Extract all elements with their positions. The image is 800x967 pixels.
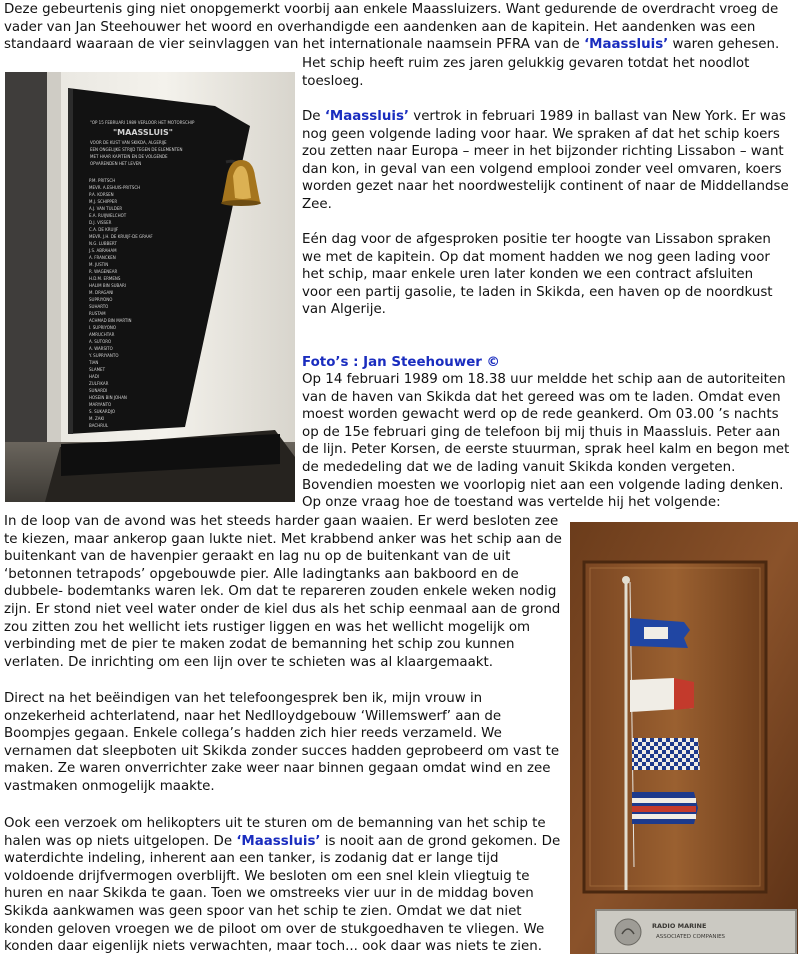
memorial-name: HOSEIN BIN JOHAN [89, 395, 127, 400]
memorial-text-line: "OP 15 FEBRUARI 1989 VERLOOR HET MOTORSCHIP [90, 120, 195, 125]
memorial-name: J.S. ABRAHAM [89, 248, 117, 253]
memorial-name: A. SUTORO [89, 339, 112, 344]
departure-text-end: vertrok in februari 1989 in ballast van New York. Er was nog geen volgende lading voor haar. We spraken af dat het schip koers zou zetten naar Europa – meer in het bijzonder richting Lissabon – want dan kon, in geval van een volgend emplooi zonder veel omvaren, koers worden gezet naar het noordwestelijk continent of naar de Middellandse Zee. [302, 109, 789, 212]
memorial-photo-svg [5, 72, 295, 502]
memorial-name: M. DRAGANI [89, 290, 114, 295]
flag-standard-svg [570, 522, 798, 954]
memorial-name: MEVR. J.H. DE KRUIJF-DE GRAAF [89, 234, 153, 239]
memorial-text-line: MET HAAR KAPITEIN EN DE VOLGENDE [90, 154, 168, 159]
memorial-name: E.A. RUIJWELCHOT [89, 213, 127, 218]
departure-text: De [302, 109, 325, 124]
helicopter-text: Ook een verzoek om helikopters uit te sturen om de bemanning van het schip te halen was op niets uitgelopen. De [4, 816, 546, 849]
memorial-name: A. WARSITO [89, 346, 113, 351]
intro-paragraph [4, 1, 796, 54]
memorial-text-line: EEN ONGELIJKE STRIJD TEGEN DE ELEMENTEN [90, 147, 183, 152]
paragraph-departure [302, 108, 794, 214]
intro-text: Deze gebeurtenis ging niet onopgemerkt voorbij aan enkele Maassluizers. Want gedurende de overdracht vroeg de vader van Jan Steehouwer het woord en overhandigde een aandenken aan de kapitein. Het aandenken was een standaard waaraan de vier seinvlaggen van het internationale naamsein PFRA van de [4, 2, 779, 53]
memorial-name: R. WAGENEAR [89, 269, 118, 274]
ship-name: ‘Maassluis’ [324, 109, 410, 124]
memorial-name: A.J. VAN TULDER [89, 206, 123, 211]
flag-a [632, 792, 698, 824]
plaque-line-2: ASSOCIATED COMPANIES [656, 934, 726, 940]
memorial-name: HADI [89, 374, 100, 379]
memorial-name: I. SUPRIYONO [89, 325, 117, 330]
memorial-name: H.D.M. ERMENS [89, 276, 121, 281]
paragraph-lisbon: Eén dag voor de afgesproken positie ter hoogte van Lissabon spraken we met de kapitein. Op dat moment hadden we nog geen lading voor het schip, maar enkele uren later konden we een contract afsluiten voor een partij gasolie, te laden in Skikda, een haven op de noordkust van Algerije. [302, 232, 773, 318]
paragraph-helicopter [4, 815, 564, 956]
memorial-name: D.J. VISSER [89, 220, 112, 225]
memorial-name: M. JUSTIN [89, 262, 109, 267]
memorial-name: MEVR. A.ESHUIS-PRITSCH [89, 185, 141, 190]
memorial-name: SUPRIYONO [89, 297, 113, 302]
memorial-name: N.G. LUBBERT [89, 241, 117, 246]
memorial-name: P.A. KORSEN [89, 192, 114, 197]
memorial-name: Y. SUPRIYANTO [89, 353, 119, 358]
memorial-name: RUSTAM [89, 311, 106, 316]
memorial-name: M. ZAKI [89, 416, 105, 421]
memorial-name: C.A. DE KRUIJF [89, 227, 119, 232]
memorial-name: M.J. SCHIPPER [89, 199, 118, 204]
memorial-ship-name: "MAASSLUIS" [113, 128, 173, 137]
flag-r [632, 738, 700, 770]
photo-credit: Foto’s : Jan Steehouwer © [302, 355, 500, 370]
memorial-name: ACHMAD BIN MARTIN [89, 318, 132, 323]
memorial-name: P.M. PRITSCH [89, 178, 116, 183]
flag-standard-photo [570, 522, 798, 954]
memorial-name: BACHRUL [89, 423, 109, 428]
paragraph-luck: Het schip heeft ruim zes jaren gelukkig gevaren totdat het noodlot toesloeg. [302, 56, 750, 89]
memorial-name: HALIM BIN SUBARI [89, 283, 126, 288]
memorial-name: S. SUKARDJO [89, 409, 116, 414]
paragraph-skikda: Op 14 februari 1989 om 18.38 uur meldde het schip aan de autoriteiten van de haven van Skikda dat het gereed was om te laden. Omdat even moest worden gewacht werd op de rede geankerd. Om 03.00 ’s nachts op de 15e februari ging de telefoon bij mij thuis in Maassluis. Peter aan de lijn. Peter Korsen, de eerste stuurman, sprak heel kalm en begon met de mededeling dat we de lading vanuit Skikda konden vergeten. Bovendien moesten we voorlopig niet aan een volgende lading denken. Op onze vraag hoe de toestand was vertelde hij het volgende: [302, 372, 790, 511]
memorial-photo [5, 72, 295, 502]
memorial-name: SUHARTO [89, 304, 109, 309]
memorial-text-line: VOOR DE KUST VAN SKIKDA, ALGERIJE [90, 140, 167, 145]
ship-name: ‘Maassluis’ [236, 833, 321, 849]
memorial-name: ZULFIKAR [89, 381, 109, 386]
memorial-name: MARYANTO [89, 402, 112, 407]
memorial-name: TIAN [89, 360, 99, 365]
intro-text-end: waren gehesen. [668, 37, 780, 53]
memorial-name: AMRUCHTAR [89, 332, 115, 337]
paragraph-office: Direct na het beëindigen van het telefoongesprek ben ik, mijn vrouw in onzekerheid achterlatend, naar het Nedlloydgebouw ‘Willemswerf’ aan de Boompjes gegaan. Enkele collega’s hadden zich hier reeds verzameld. We vernamen dat sleepboten uit Skikda zonder succes hadden geprobeerd om vast te maken. Ze waren onverrichter zake weer naar binnen gegaan omdat wind en zee vastmaken onmogelijk maakte. [4, 691, 560, 794]
memorial-text-line: OPVARENDEN HET LEVEN [90, 161, 142, 166]
paragraph-storm: In de loop van de avond was het steeds harder gaan waaien. Er werd besloten zee te kiezen, maar ankerop gaan lukte niet. Met krabbend anker was het schip aan de buitenkant van de havenpier geraakt en lag nu op de buitenkant van de uit ‘betonnen tetrapods’ opgebouwde pier. Alle ladingtanks aan bakboord en de dubbele- bodemtanks waren lek. Om dat te repareren zouden enkele weken nodig zijn. Er stond niet veel water onder de kiel dus als het schip eenmaal aan de grond zou zitten zou het wellicht iets rustiger liggen en was het wellicht mogelijk om verbinding met de pier te maken zodat de bemanning het schip zou kunnen verlaten. De inrichting om een lijn over te schieten was al klaargemaakt. [4, 514, 562, 670]
helicopter-text-end: is nooit aan de grond gekomen. De waterdichte indeling, inherent aan een tanker, is zodanig dat er lange tijd voldoende drijfvermogen overblijft. We besloten om een snel klein vliegtuig te huren en naar Skikda te gaan. Toen we omstreeks vier uur in de middag boven Skikda aankwamen was geen spoor van het schip te zien. Omdat we dat niet konden geloven vroegen we de piloot om over de stukgoedhaven te vliegen. We konden daar eigenlijk niets verwachten, maar toch... ook daar was niets te zien. [4, 833, 561, 955]
plaque-line-1: RADIO MARINE [652, 922, 707, 930]
memorial-name: A. FRANCKEN [89, 255, 116, 260]
ship-name: ‘Maassluis’ [584, 37, 669, 53]
memorial-name: SLAMET [89, 367, 106, 372]
memorial-name: SUNARDI [89, 388, 108, 393]
